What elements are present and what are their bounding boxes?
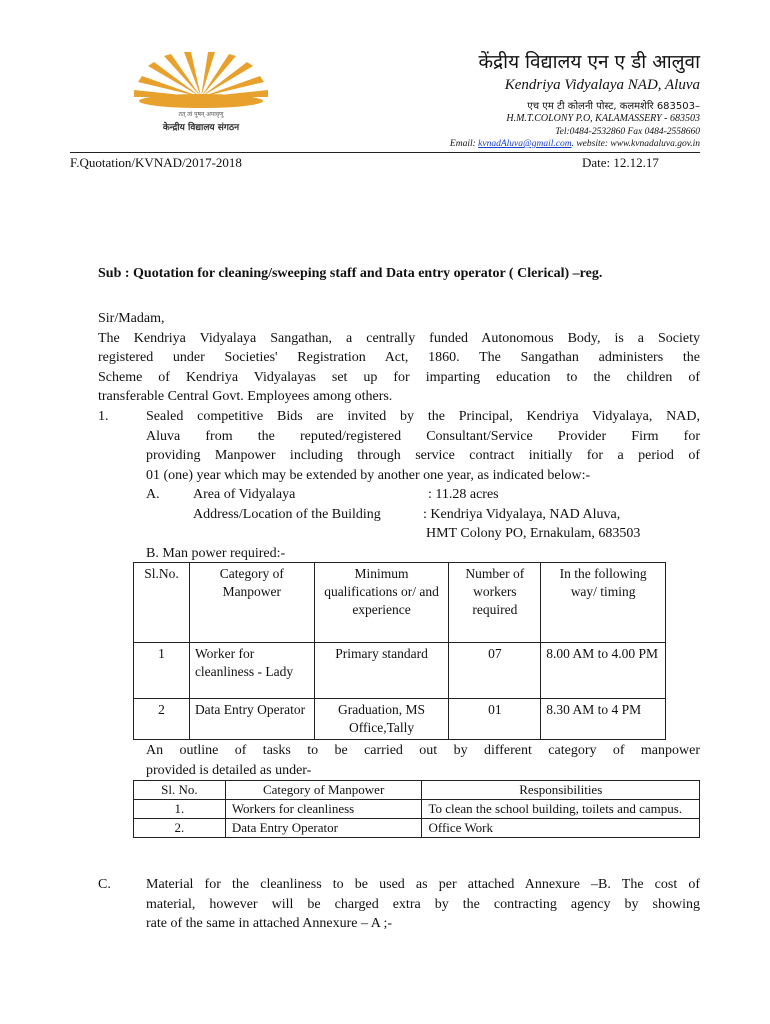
- table-header-cell: Sl. No.: [134, 781, 226, 800]
- table-header-cell: Number of workers required: [449, 563, 541, 643]
- point-1-line: Sealed competitive Bids are invited by the Principal, Kendriya Vidyalaya, NAD,: [146, 409, 700, 424]
- table-cell: 2.: [134, 819, 226, 838]
- table-header-cell: Minimum qualifications or/ and experience: [314, 563, 449, 643]
- outline-text: [146, 741, 700, 780]
- logo-motto: तत् त्वं पूषन् अपावृणु: [178, 111, 224, 118]
- address-english: H.M.T.COLONY P.O, KALAMASSERY - 683503: [506, 113, 700, 124]
- address-label: Address/Location of the Building: [193, 507, 381, 522]
- school-name-english: Kendriya Vidyalaya NAD, Aluva: [504, 77, 700, 93]
- point-c-number: C.: [98, 877, 111, 892]
- table-cell: Worker for cleanliness - Lady: [189, 643, 314, 699]
- point-c-line: material, however will be charged extra by the contracting agency by showing: [146, 896, 700, 912]
- table-cell: 1.: [134, 800, 226, 819]
- letter-date: Date: 12.12.17: [582, 155, 659, 170]
- point-1-text: [146, 407, 700, 485]
- table-cell: 8.30 AM to 4 PM: [541, 699, 666, 740]
- table-cell: 8.00 AM to 4.00 PM: [541, 643, 666, 699]
- table-header-cell: Category of Manpower: [225, 781, 422, 800]
- header-divider: [70, 152, 700, 153]
- table-header-cell: In the following way/ timing: [541, 563, 666, 643]
- table-cell: Data Entry Operator: [189, 699, 314, 740]
- email-label: Email:: [449, 139, 476, 149]
- intro-line: transferable Central Govt. Employees among others.: [98, 389, 393, 405]
- table-row: [134, 699, 666, 740]
- table-cell: 2: [134, 699, 190, 740]
- logo-org-name: केन्द्रीय विद्यालय संगठन: [162, 123, 240, 133]
- area-value: : 11.28 acres: [428, 487, 499, 502]
- intro-line: The Kendriya Vidyalaya Sangathan, a centrally funded Autonomous Body, is a Society: [98, 330, 700, 346]
- table-header-row: [134, 781, 700, 800]
- intro-block: [98, 309, 700, 407]
- email-link[interactable]: kvnadAluva@gmail.com: [478, 139, 572, 149]
- intro-line: registered under Societies' Registration Act, 1860. The Sangathan administers the: [98, 350, 700, 366]
- address-value: : Kendriya Vidyalaya, NAD Aluva,: [423, 507, 621, 522]
- table-row: [134, 800, 700, 819]
- outline-line: An outline of tasks to be carried out by different category of manpower: [146, 743, 700, 758]
- point-a-number: A.: [146, 487, 160, 502]
- table-cell: Graduation, MS Office,Tally: [314, 699, 449, 740]
- salutation: Sir/Madam,: [98, 311, 165, 326]
- manpower-table: [133, 562, 666, 740]
- table-header-cell: Category of Manpower: [189, 563, 314, 643]
- table-header-cell: Sl.No.: [134, 563, 190, 643]
- manpower-heading: B. Man power required:-: [146, 546, 286, 561]
- table-cell: 1: [134, 643, 190, 699]
- school-name-hindi: केंद्रीय विद्यालय एन ए डी आलुवा: [478, 51, 700, 73]
- point-c-line: rate of the same in attached Annexure – A ;-: [146, 916, 393, 932]
- point-c-line: Material for the cleanliness to be used as per attached Annexure –B. The cost of: [146, 877, 700, 892]
- table-cell: 01: [449, 699, 541, 740]
- table-cell: Office Work: [422, 819, 700, 838]
- website-text: . website: www.kvnadaluva.gov.in: [571, 139, 700, 149]
- tel-fax: Tel:0484-2532860 Fax 0484-2558660: [555, 127, 700, 137]
- reference-number: F.Quotation/KVNAD/2017-2018: [70, 155, 242, 170]
- address-hindi: एच एम टी कोलनी पोस्ट, कलमशेरि 683503–: [527, 101, 700, 112]
- area-label: Area of Vidyalaya: [193, 487, 296, 502]
- table-cell: Workers for cleanliness: [225, 800, 422, 819]
- table-row: [134, 819, 700, 838]
- outline-line: provided is detailed as under-: [146, 762, 312, 778]
- table-cell: Primary standard: [314, 643, 449, 699]
- point-1-line: Aluva from the reputed/registered Consultant/Service Provider Firm for: [146, 428, 700, 444]
- point-1-line: providing Manpower including through service contract initially for a period of: [146, 448, 700, 464]
- table-cell: Data Entry Operator: [225, 819, 422, 838]
- tasks-table: [133, 780, 700, 838]
- table-header-cell: Responsibilities: [422, 781, 700, 800]
- kvs-logo: [126, 52, 276, 138]
- point-1-number: 1.: [98, 409, 109, 424]
- table-cell: 07: [449, 643, 541, 699]
- table-header-row: [134, 563, 666, 643]
- subject-line: Sub : Quotation for cleaning/sweeping staff and Data entry operator ( Clerical) –reg.: [98, 266, 603, 281]
- intro-line: Scheme of Kendriya Vidyalayas set up for imparting education to the children of: [98, 369, 700, 385]
- point-1-line: 01 (one) year which may be extended by another one year, as indicated below:-: [146, 467, 591, 483]
- table-row: [134, 643, 666, 699]
- email-website-line: [450, 139, 700, 149]
- address-value-2: HMT Colony PO, Ernakulam, 683503: [426, 526, 641, 541]
- table-cell: To clean the school building, toilets and campus.: [422, 800, 700, 819]
- point-c-text: [146, 875, 700, 934]
